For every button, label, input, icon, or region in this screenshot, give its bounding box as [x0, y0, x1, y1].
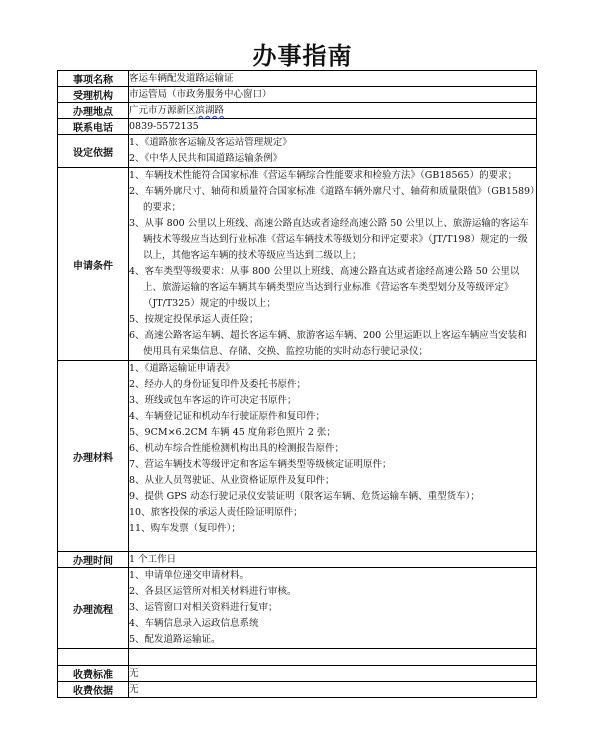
basis-list [129, 135, 536, 167]
list-item: 6、机动车综合性能检测机构出具的检测报告原件； [129, 443, 345, 454]
list-item: 2、经办人的身份证复印件及委托书原件； [129, 379, 307, 390]
time-value: 1 个工作日 [129, 552, 537, 568]
list-item: 8、从业人员驾驶证、从业资格证原件及复印件； [129, 475, 335, 486]
list-item: 5、配发道路运输证。 [129, 634, 221, 645]
phone-label: 联系电话 [58, 119, 129, 135]
table-row [58, 568, 537, 649]
conditions-label: 申请条件 [58, 168, 129, 361]
list-item: 9、提供 GPS 动态行驶记录仪安装证明（限客运车辆、危货运输车辆、重型货车）； [129, 491, 480, 502]
list-item: 2、车辆外廓尺寸、轴荷和质量符合国家标准《道路车辆外廓尺寸、轴荷和质量限值》（GB1589）的要求； [129, 186, 535, 213]
item-name-value: 客运车辆配发道路运输证 [129, 71, 537, 87]
time-label: 办理时间 [58, 552, 129, 568]
table-row [58, 71, 537, 87]
materials-label: 办理材料 [58, 361, 129, 552]
list-item: 10、旅客投保的承运人责任险证明原件； [129, 507, 303, 518]
materials-value [129, 361, 537, 552]
list-item: 3、从事 800 公里以上班线、高速公路直达或者途经高速公路 50 公里以上、旅游运输的客运车辆技术等级应当达到行业标准《营运车辆技术等级划分和评定要求》（JT/T198）规定的一级以上，其他客运车辆的技术等级应当达到二级以上； [129, 218, 529, 261]
conditions-value [129, 168, 537, 361]
list-item: 7、营运车辆技术等级评定和客运车辆类型等级核定证明原件； [129, 459, 392, 470]
fee-basis-value: 无 [129, 682, 537, 698]
table-row [58, 361, 537, 552]
blank-cell [58, 649, 129, 666]
table-row [58, 119, 537, 135]
list-item: 4、车辆登记证和机动车行驶证原件和复印件； [129, 411, 326, 422]
list-item: 2、《中华人民共和国道路运输条例》 [129, 153, 283, 164]
table-row [58, 135, 537, 168]
table-row [58, 552, 537, 568]
location-street: 滨湖路 [195, 105, 225, 116]
list-item: 1、《道路旅客运输及客运站管理规定》 [129, 137, 292, 148]
list-item: 1、车辆技术性能符合国家标准《营运车辆综合性能要求和检验方法》（GB18565）的要求； [129, 170, 518, 181]
table-row [58, 649, 537, 666]
location-value [129, 103, 537, 119]
table-row [58, 666, 537, 682]
agency-value: 市运管局（市政务服务中心窗口） [129, 87, 537, 103]
location-prefix: 广元市万源新区 [129, 105, 196, 116]
list-item: 2、各县区运管所对相关材料进行审核。 [129, 586, 297, 597]
materials-list [129, 361, 536, 537]
list-item: 5、9CM×6.2CM 车辆 45 度角彩色照片 2 张； [129, 427, 336, 438]
fee-standard-label: 收费标准 [58, 666, 129, 682]
list-item: 3、运管窗口对相关资料进行复审； [129, 602, 278, 613]
list-item: 4、车辆信息录入运政信息系统 [129, 618, 259, 629]
process-label: 办理流程 [58, 568, 129, 649]
fee-basis-label: 收费依据 [58, 682, 129, 698]
table-row [58, 87, 537, 103]
service-guide-table [57, 70, 537, 698]
phone-value: 0839-5572135 [129, 119, 537, 135]
table-row [58, 168, 537, 361]
conditions-list [129, 168, 536, 360]
blank-cell [129, 649, 537, 666]
list-item: 3、班线或包车客运的许可决定书原件； [129, 395, 297, 406]
basis-label: 设定依据 [58, 135, 129, 168]
basis-value [129, 135, 537, 168]
list-item: 4、客车类型等级要求：从事 800 公里以上班线、高速公路直达或者途经高速公路 50 公里以上、旅游运输的客运车辆其车辆类型应当达到行业标准《营运客车类型划分及等级评定》（JT/T325）规定的中级以上； [129, 266, 520, 309]
page-title: 办事指南 [252, 41, 353, 70]
list-item: 11、购车发票（复印件）； [129, 523, 241, 534]
list-item: 1、申请单位递交申请材料。 [129, 570, 250, 581]
table-row [58, 682, 537, 698]
agency-label: 受理机构 [58, 87, 129, 103]
process-value [129, 568, 537, 649]
materials-spacer [129, 537, 536, 551]
location-label: 办理地点 [58, 103, 129, 119]
list-item: 5、按规定投保承运人责任险； [129, 314, 259, 325]
list-item: 6、高速公路客运车辆、超长客运车辆、旅游客运车辆、200 公里运距以上客运车辆应当安装和使用具有采集信息、存储、交换、监控功能的实时动态行驶记录仪； [129, 330, 527, 357]
table-row [58, 103, 537, 119]
fee-standard-value: 无 [129, 666, 537, 682]
process-list [129, 568, 536, 648]
list-item: 1、《道路运输证申请表》 [129, 363, 235, 374]
item-name-label: 事项名称 [58, 71, 129, 87]
